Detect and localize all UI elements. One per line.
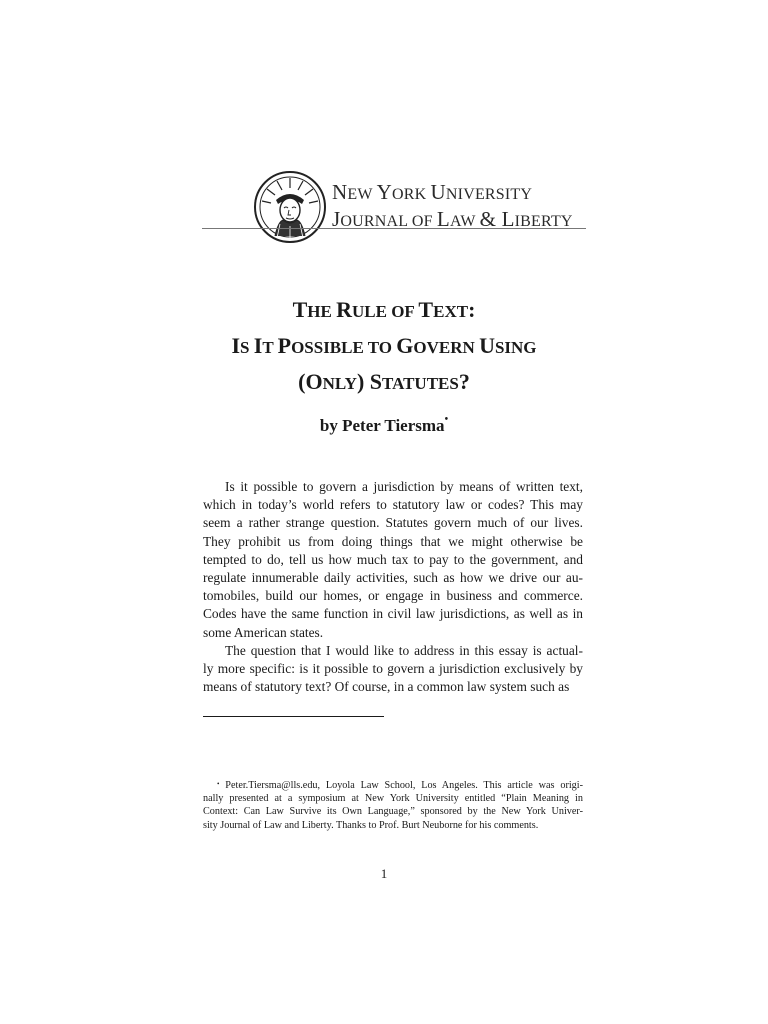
title-segment: R: [336, 297, 352, 322]
article-body: [203, 478, 583, 696]
text-line: seem a rather strange question. Statutes govern much of our lives.: [203, 515, 583, 531]
journal-name-segment: NIVERSITY: [445, 186, 533, 203]
footnote-marker: •: [217, 780, 220, 788]
journal-name-segment: AW: [449, 213, 480, 230]
author-footnote-marker: •: [444, 414, 449, 426]
journal-name-segment: L: [501, 207, 515, 231]
journal-name-line-1: [332, 180, 592, 207]
article-title: [150, 293, 618, 401]
title-segment: (O: [298, 369, 323, 394]
title-line-3: [150, 365, 618, 401]
title-segment: OVERN: [413, 338, 480, 357]
title-segment: SING: [494, 338, 537, 357]
statue-of-liberty-seal-icon: [253, 170, 327, 244]
author-footnote: [203, 779, 583, 832]
footnote-line: sity Journal of Law and Liberty. Thanks to Prof. Burt Neuborne for his comments.: [203, 819, 539, 831]
journal-name-segment: IBERTY: [514, 213, 573, 230]
text-line: The question that I would like to address in this essay is actual-: [225, 642, 583, 658]
text-line: Codes have the same function in civil law jurisdictions, as well as in: [203, 606, 583, 622]
journal-name-segment: ORK: [391, 186, 431, 203]
author-byline: [200, 416, 568, 436]
journal-name-segment: EW: [347, 186, 377, 203]
text-line: which in today’s world refers to statutory law or codes? This may: [203, 497, 583, 513]
title-segment: TATUTES: [382, 374, 459, 393]
title-line-1: [150, 293, 618, 329]
text-line: ly more specific: is it possible to govern a jurisdiction exclusively by: [203, 660, 583, 676]
text-line: tempted to do, tell us how much tax to pay to the government, and: [203, 551, 583, 567]
journal-name-segment: N: [332, 180, 348, 204]
title-segment: HE: [307, 302, 337, 321]
footnote-separator: [203, 716, 384, 717]
title-segment: S: [240, 338, 254, 357]
journal-masthead: [202, 170, 586, 232]
title-line-2: [150, 329, 618, 365]
footnote-line: nally presented at a symposium at New York University entitled “Plain Meaning in: [203, 793, 583, 805]
footnote-text: Peter.Tiersma@lls.edu, Loyola Law School, Los Angeles. This article was origi-: [219, 780, 583, 791]
masthead-rule: [202, 228, 586, 229]
journal-name: [332, 180, 592, 234]
title-segment: T: [292, 297, 308, 322]
journal-name-line-2: [332, 207, 592, 234]
title-segment: ?: [458, 369, 470, 394]
footnote-line: [203, 779, 583, 792]
journal-name-segment: U: [430, 180, 446, 204]
text-line: regulate innumerable daily activities, such as how we drive our au-: [203, 569, 583, 585]
text-line: means of statutory text? Of course, in a common law system such as: [203, 679, 570, 695]
paragraph-2: [203, 642, 583, 697]
text-line: tomobiles, build our homes, or engage in business and commerce.: [203, 588, 583, 604]
journal-name-segment: &: [479, 207, 502, 231]
title-segment: :: [468, 297, 476, 322]
title-segment: I: [231, 333, 241, 358]
title-segment: U: [479, 333, 495, 358]
page-number: 1: [380, 866, 388, 881]
journal-name-segment: L: [436, 207, 450, 231]
text-line: some American states.: [203, 624, 324, 640]
journal-name-segment: OURNAL OF: [340, 213, 437, 230]
title-segment: P: [277, 333, 292, 358]
title-segment: OSSIBLE TO: [291, 338, 397, 357]
author-name: by Peter Tiersma: [319, 416, 445, 435]
title-segment: T: [262, 338, 278, 357]
footnote-line: Context: Can Law Survive its Own Language,” sponsored by the New York Univer-: [203, 806, 583, 818]
title-segment: G: [396, 333, 414, 358]
journal-name-segment: Y: [376, 180, 392, 204]
title-segment: ULE OF: [351, 302, 419, 321]
journal-name-segment: J: [332, 207, 341, 231]
paragraph-1: [203, 478, 583, 642]
title-segment: ) S: [356, 369, 382, 394]
title-segment: EXT: [433, 302, 469, 321]
text-line: Is it possible to govern a jurisdiction by means of written text,: [225, 479, 583, 494]
title-segment: I: [253, 333, 263, 358]
text-line: They prohibit us from doing things that we might otherwise be: [203, 533, 583, 549]
title-segment: T: [418, 297, 434, 322]
title-segment: NLY: [322, 374, 357, 393]
